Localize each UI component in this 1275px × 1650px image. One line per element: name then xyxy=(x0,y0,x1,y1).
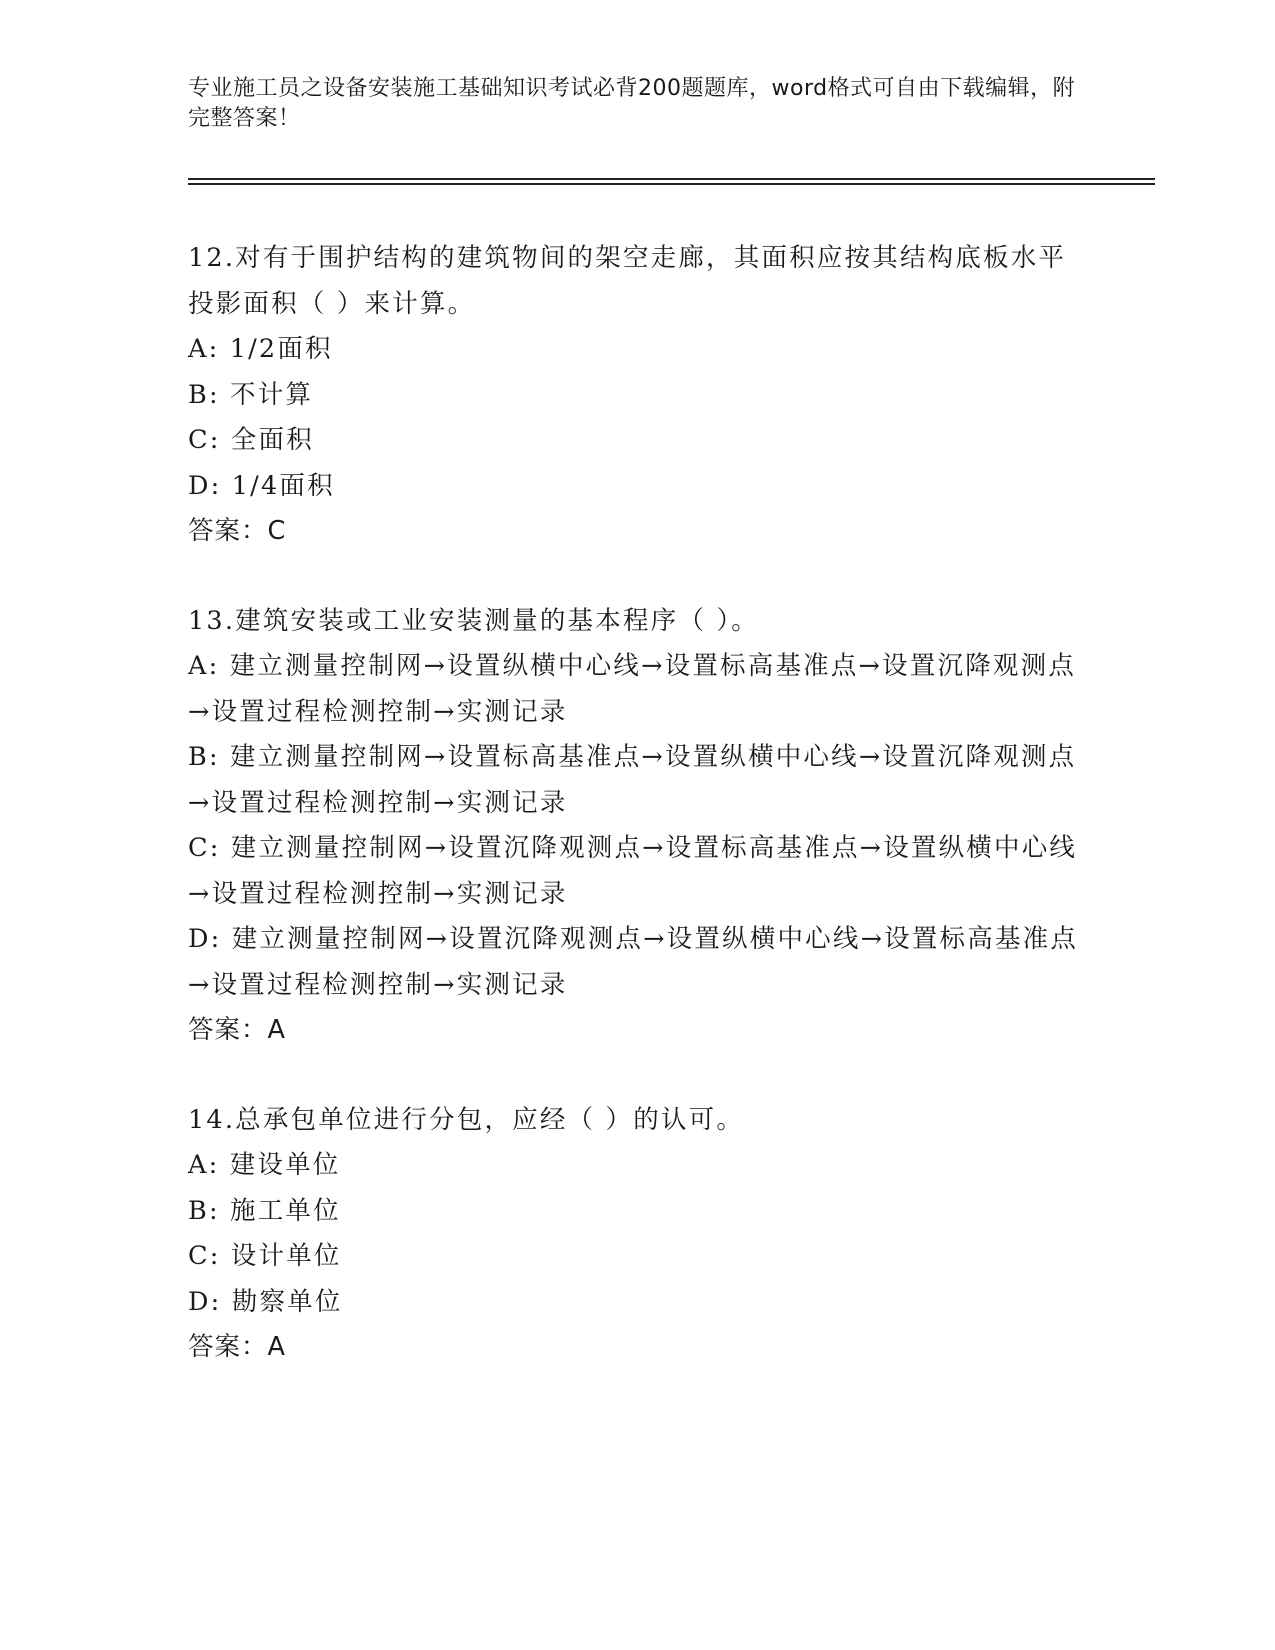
question-stem: 13.建筑安装或工业安装测量的基本程序（ ）。 xyxy=(188,605,760,636)
option-b: B: 建立测量控制网→设置标高基准点→设置纵横中心线→设置沉降观测点→设置过程检测控制→实测记录 xyxy=(188,742,1077,818)
document-header: 专业施工员之设备安装施工基础知识考试必背200题题库，word格式可自由下载编辑，附完整答案！ xyxy=(188,76,1076,131)
option-d: D: 1/4面积 xyxy=(188,470,335,501)
answer: 答案：C xyxy=(188,516,287,546)
question-12 xyxy=(188,236,1088,555)
header-divider-top xyxy=(188,178,1155,180)
option-a: A: 1/2面积 xyxy=(188,334,333,364)
question-stem: 14.总承包单位进行分包，应经（ ）的认可。 xyxy=(188,1104,745,1135)
option-c: C: 建立测量控制网→设置沉降观测点→设置标高基准点→设置纵横中心线→设置过程检测控制→实测记录 xyxy=(188,833,1078,909)
answer: 答案：A xyxy=(188,1015,286,1045)
question-13 xyxy=(188,599,1088,1054)
option-a: A: 建立测量控制网→设置纵横中心线→设置标高基准点→设置沉降观测点→设置过程检测控制→实测记录 xyxy=(188,651,1077,727)
question-stem: 12.对有于围护结构的建筑物间的架空走廊，其面积应按其结构底板水平投影面积（ ）来计算。 xyxy=(188,243,1067,319)
question-list xyxy=(188,236,1088,1415)
question-14 xyxy=(188,1098,1088,1371)
option-d: D: 勘察单位 xyxy=(188,1286,343,1317)
option-c: C: 设计单位 xyxy=(188,1241,342,1271)
option-b: B: 施工单位 xyxy=(188,1195,341,1226)
option-b: B: 不计算 xyxy=(188,379,314,410)
option-c: C: 全面积 xyxy=(188,425,314,455)
option-a: A: 建设单位 xyxy=(188,1150,341,1180)
header-divider-bottom xyxy=(188,183,1155,185)
answer: 答案：A xyxy=(188,1332,286,1362)
option-d: D: 建立测量控制网→设置沉降观测点→设置纵横中心线→设置标高基准点→设置过程检测控制→实测记录 xyxy=(188,924,1079,1000)
